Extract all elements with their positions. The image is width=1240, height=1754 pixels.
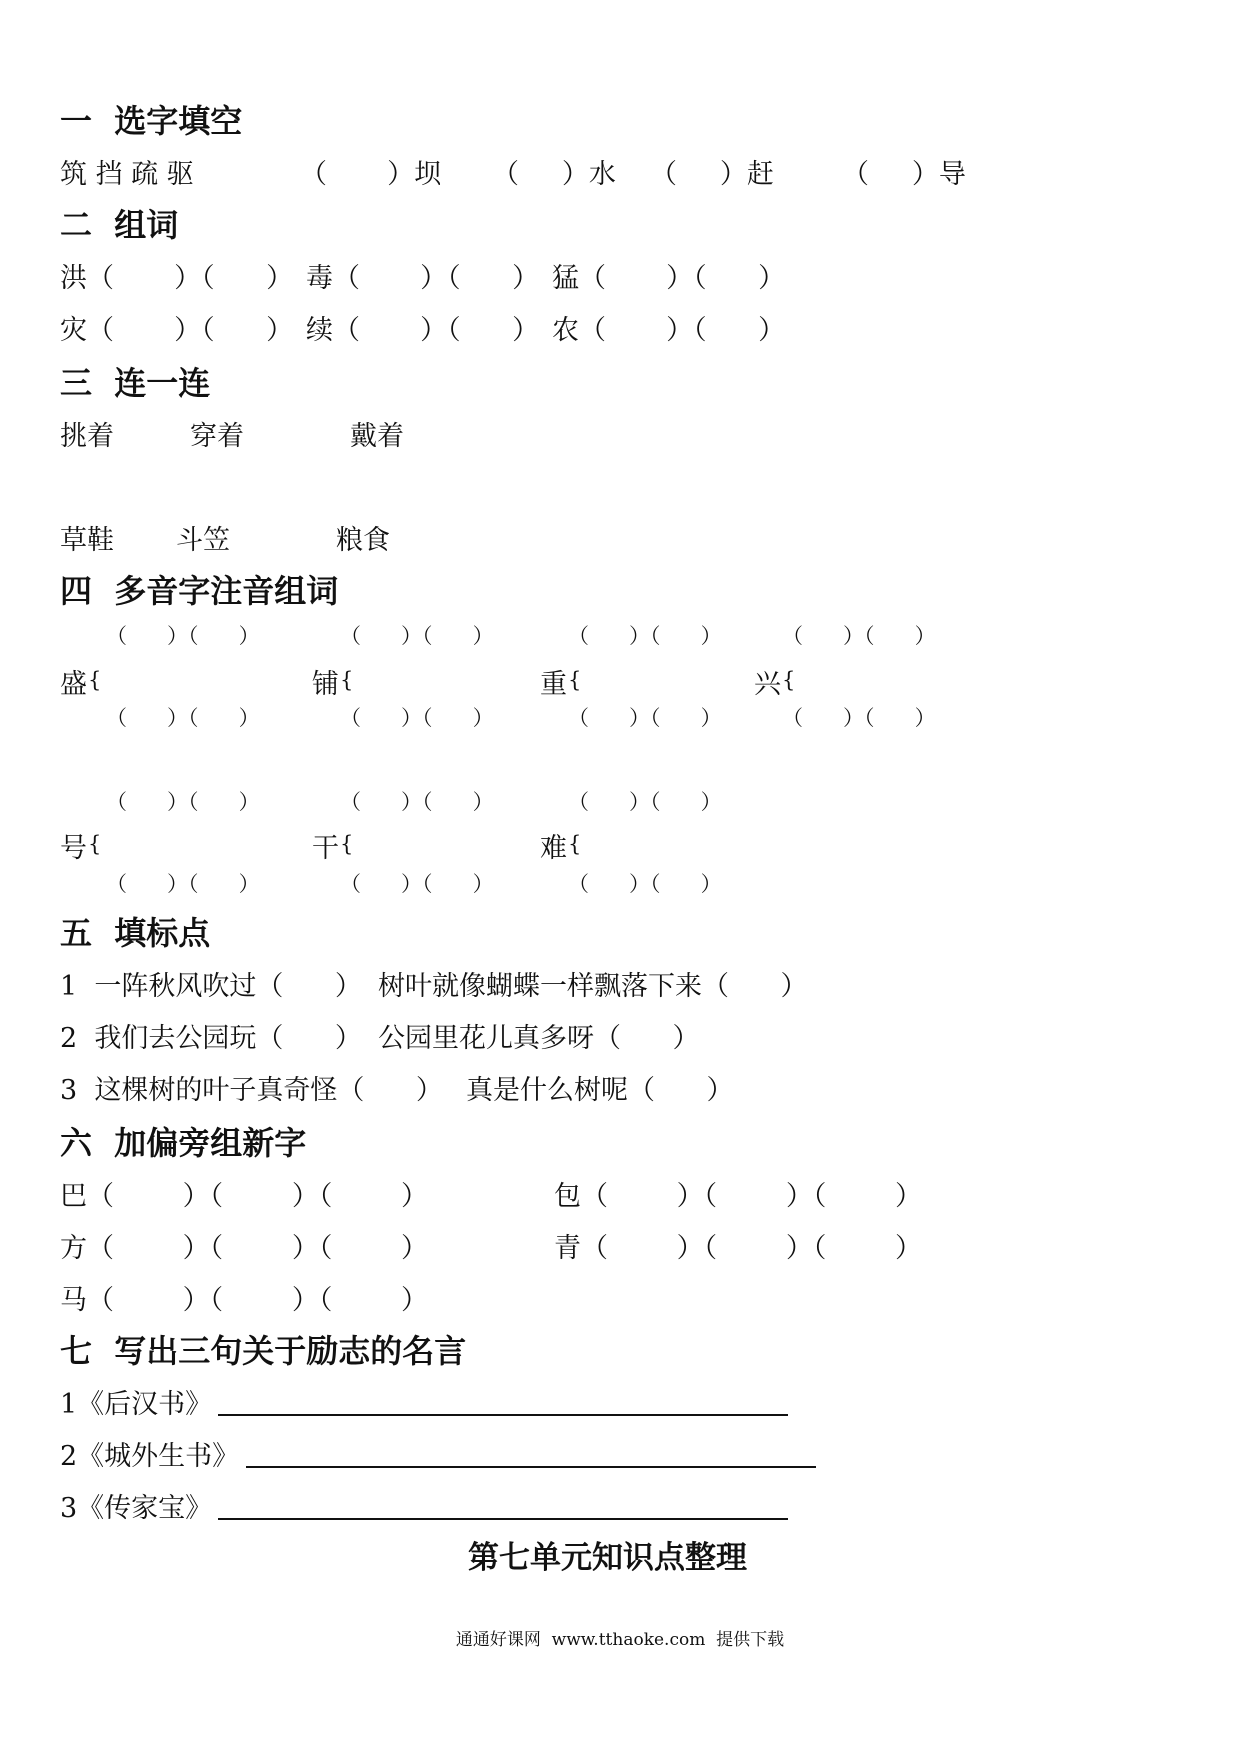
section-1-heading: 一 选字填空 bbox=[60, 102, 243, 140]
section-4-heading: 四 多音字注音组词 bbox=[60, 572, 339, 610]
radical-row: 巴（ ）（ ）（ ） bbox=[60, 1181, 428, 1212]
polyphone-char: 重 bbox=[540, 669, 567, 700]
section-5-heading: 五 填标点 bbox=[60, 914, 211, 952]
match-item-bottom: 粮食 bbox=[336, 525, 390, 556]
answer-line bbox=[246, 1466, 816, 1468]
pinyin-parens: （ ）（ ） bbox=[340, 790, 494, 814]
section-1-chars: 筑 挡 疏 驱 bbox=[60, 159, 194, 190]
quote-source: 3《传家宝》 bbox=[60, 1493, 213, 1524]
pinyin-parens: （ ）（ ） bbox=[340, 706, 494, 730]
pinyin-parens: （ ）（ ） bbox=[106, 872, 260, 896]
blank-item: （ ）坝 bbox=[300, 159, 442, 190]
brace: { bbox=[88, 832, 102, 856]
word-group: 洪（ ）（ ） bbox=[60, 263, 294, 294]
punct-item-a: 3 这棵树的叶子真奇怪（ ） bbox=[60, 1075, 443, 1106]
quote-source: 1《后汉书》 bbox=[60, 1389, 213, 1420]
polyphone-char: 号 bbox=[60, 833, 87, 864]
punct-item-a: 2 我们去公园玩（ ） bbox=[60, 1023, 362, 1054]
word-group: 灾（ ）（ ） bbox=[60, 315, 294, 346]
polyphone-char: 铺 bbox=[312, 669, 339, 700]
match-item-top: 穿着 bbox=[190, 421, 244, 452]
page-footer: 通通好课网 www.tthaoke.com 提供下载 bbox=[455, 1630, 785, 1650]
answer-line bbox=[218, 1518, 788, 1520]
pinyin-parens: （ ）（ ） bbox=[106, 790, 260, 814]
match-item-top: 挑着 bbox=[60, 421, 114, 452]
answer-line bbox=[218, 1414, 788, 1416]
brace: { bbox=[782, 668, 796, 692]
section-2-heading: 二 组词 bbox=[60, 206, 179, 244]
brace: { bbox=[568, 668, 582, 692]
pinyin-parens: （ ）（ ） bbox=[106, 624, 260, 648]
pinyin-parens: （ ）（ ） bbox=[568, 706, 722, 730]
punct-item-a: 1 一阵秋风吹过（ ） bbox=[60, 971, 362, 1002]
radical-row: 方（ ）（ ）（ ） bbox=[60, 1233, 428, 1264]
section-6-heading: 六 加偏旁组新字 bbox=[60, 1124, 307, 1162]
polyphone-char: 盛 bbox=[60, 669, 87, 700]
word-group: 毒（ ）（ ） bbox=[306, 263, 540, 294]
match-item-bottom: 草鞋 bbox=[60, 525, 114, 556]
brace: { bbox=[88, 668, 102, 692]
match-item-bottom: 斗笠 bbox=[176, 525, 230, 556]
brace: { bbox=[340, 832, 354, 856]
next-unit-title: 第七单元知识点整理 bbox=[468, 1540, 747, 1576]
word-group: 农（ ）（ ） bbox=[552, 315, 786, 346]
punct-item-b: 树叶就像蝴蝶一样飘落下来（ ） bbox=[378, 971, 808, 1002]
punct-item-b: 真是什么树呢（ ） bbox=[466, 1075, 734, 1106]
blank-item: （ ）水 bbox=[492, 159, 616, 190]
pinyin-parens: （ ）（ ） bbox=[340, 624, 494, 648]
radical-row: 包（ ）（ ）（ ） bbox=[554, 1181, 922, 1212]
pinyin-parens: （ ）（ ） bbox=[782, 624, 936, 648]
brace: { bbox=[568, 832, 582, 856]
match-item-top: 戴着 bbox=[350, 421, 404, 452]
pinyin-parens: （ ）（ ） bbox=[568, 872, 722, 896]
word-group: 猛（ ）（ ） bbox=[552, 263, 786, 294]
pinyin-parens: （ ）（ ） bbox=[782, 706, 936, 730]
radical-row: 青（ ）（ ）（ ） bbox=[554, 1233, 922, 1264]
punct-item-b: 公园里花儿真多呀（ ） bbox=[378, 1023, 700, 1054]
section-7-heading: 七 写出三句关于励志的名言 bbox=[60, 1332, 467, 1370]
brace: { bbox=[340, 668, 354, 692]
quote-source: 2《城外生书》 bbox=[60, 1441, 240, 1472]
pinyin-parens: （ ）（ ） bbox=[568, 624, 722, 648]
blank-item: （ ）导 bbox=[842, 159, 966, 190]
word-group: 续（ ）（ ） bbox=[306, 315, 540, 346]
radical-row: 马（ ）（ ）（ ） bbox=[60, 1285, 428, 1316]
blank-item: （ ）赶 bbox=[650, 159, 774, 190]
polyphone-char: 兴 bbox=[754, 669, 781, 700]
polyphone-char: 干 bbox=[312, 833, 339, 864]
section-3-heading: 三 连一连 bbox=[60, 364, 211, 402]
pinyin-parens: （ ）（ ） bbox=[340, 872, 494, 896]
pinyin-parens: （ ）（ ） bbox=[106, 706, 260, 730]
pinyin-parens: （ ）（ ） bbox=[568, 790, 722, 814]
polyphone-char: 难 bbox=[540, 833, 567, 864]
